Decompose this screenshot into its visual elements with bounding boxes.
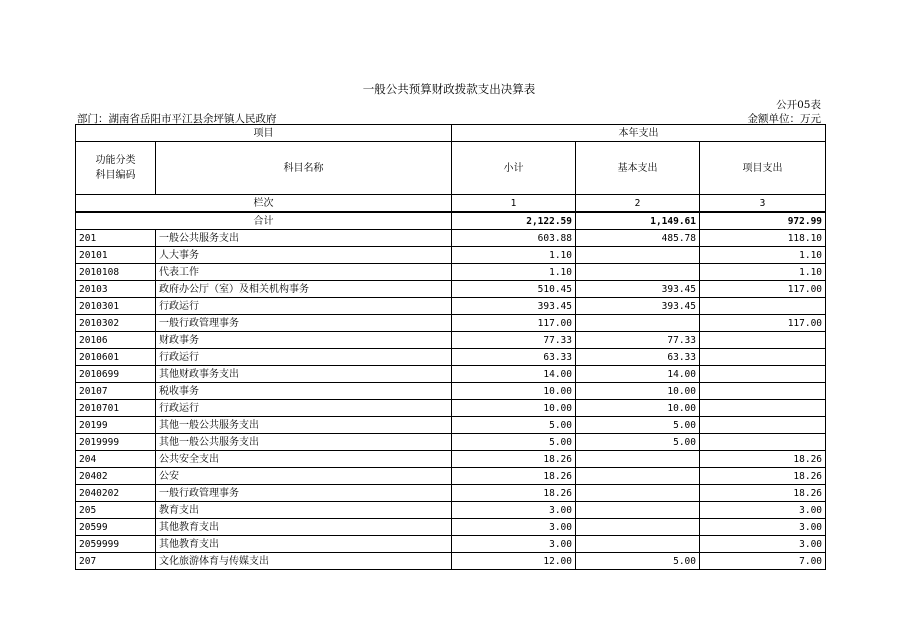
row-subtotal: 393.45: [452, 298, 576, 315]
row-project: [700, 383, 826, 400]
row-subject-name: 公安: [156, 468, 452, 485]
expenditure-table: [75, 124, 826, 570]
row-basic: 5.00: [576, 434, 700, 451]
row-basic: 5.00: [576, 417, 700, 434]
row-basic: 393.45: [576, 298, 700, 315]
row-project: [700, 298, 826, 315]
row-subject-name: 代表工作: [156, 264, 452, 281]
total-basic: 1,149.61: [576, 212, 700, 230]
total-row: [76, 212, 826, 230]
row-subject-name: 其他财政事务支出: [156, 366, 452, 383]
row-basic: 393.45: [576, 281, 700, 298]
row-subject-name: 行政运行: [156, 298, 452, 315]
row-subtotal: 10.00: [452, 400, 576, 417]
table-row: [76, 230, 826, 247]
row-code: 20106: [76, 332, 156, 349]
table-row: [76, 332, 826, 349]
row-basic: [576, 502, 700, 519]
row-subject-name: 其他一般公共服务支出: [156, 434, 452, 451]
row-code: 20599: [76, 519, 156, 536]
header-index-row: [76, 195, 826, 213]
row-subject-name: 一般公共服务支出: [156, 230, 452, 247]
table-row: [76, 383, 826, 400]
row-project: 117.00: [700, 281, 826, 298]
row-subtotal: 5.00: [452, 434, 576, 451]
row-basic: [576, 468, 700, 485]
row-basic: [576, 485, 700, 502]
header-func-code-line1: 功能分类: [95, 155, 136, 166]
row-subtotal: 510.45: [452, 281, 576, 298]
row-subtotal: 12.00: [452, 553, 576, 570]
table-row: [76, 349, 826, 366]
row-subtotal: 3.00: [452, 502, 576, 519]
row-basic: [576, 264, 700, 281]
table-row: [76, 434, 826, 451]
row-basic: [576, 536, 700, 553]
row-subtotal: 77.33: [452, 332, 576, 349]
row-code: 2010301: [76, 298, 156, 315]
row-project: [700, 417, 826, 434]
row-code: 20101: [76, 247, 156, 264]
row-subtotal: 10.00: [452, 383, 576, 400]
total-project: 972.99: [700, 212, 826, 230]
row-project: 18.26: [700, 451, 826, 468]
row-subject-name: 政府办公厅（室）及相关机构事务: [156, 281, 452, 298]
table-row: [76, 468, 826, 485]
table-row: [76, 451, 826, 468]
row-code: 2010699: [76, 366, 156, 383]
row-code: 20103: [76, 281, 156, 298]
row-code: 2010108: [76, 264, 156, 281]
row-project: 18.26: [700, 468, 826, 485]
row-project: 3.00: [700, 519, 826, 536]
row-subject-name: 其他教育支出: [156, 536, 452, 553]
form-number: 公开05表: [776, 99, 821, 111]
row-code: 205: [76, 502, 156, 519]
row-basic: 10.00: [576, 383, 700, 400]
header-basic: 基本支出: [576, 142, 700, 195]
row-subtotal: 3.00: [452, 536, 576, 553]
row-project: 1.10: [700, 264, 826, 281]
table-row: [76, 502, 826, 519]
row-subject-name: 财政事务: [156, 332, 452, 349]
row-project: 118.10: [700, 230, 826, 247]
row-code: 2040202: [76, 485, 156, 502]
row-project: 117.00: [700, 315, 826, 332]
row-subtotal: 18.26: [452, 468, 576, 485]
row-basic: 10.00: [576, 400, 700, 417]
total-label: 合计: [76, 212, 452, 230]
row-project: 1.10: [700, 247, 826, 264]
row-code: 204: [76, 451, 156, 468]
row-code: 2010302: [76, 315, 156, 332]
row-subject-name: 一般行政管理事务: [156, 315, 452, 332]
row-subtotal: 603.88: [452, 230, 576, 247]
header-func-code: [76, 142, 156, 195]
header-index-2: 2: [576, 195, 700, 213]
header-func-code-line2: 科目编码: [95, 170, 136, 181]
row-project: [700, 366, 826, 383]
row-subject-name: 人大事务: [156, 247, 452, 264]
header-subtotal: 小计: [452, 142, 576, 195]
row-subtotal: 18.26: [452, 485, 576, 502]
header-subject-name: 科目名称: [156, 142, 452, 195]
header-group-row: [76, 125, 826, 142]
row-basic: [576, 315, 700, 332]
header-group-right: 本年支出: [452, 125, 826, 142]
row-code: 2010701: [76, 400, 156, 417]
table-row: [76, 264, 826, 281]
row-subtotal: 117.00: [452, 315, 576, 332]
row-basic: 5.00: [576, 553, 700, 570]
table-row: [76, 536, 826, 553]
row-subtotal: 5.00: [452, 417, 576, 434]
table-row: [76, 315, 826, 332]
row-code: 2019999: [76, 434, 156, 451]
row-code: 207: [76, 553, 156, 570]
row-subject-name: 税收事务: [156, 383, 452, 400]
table-row: [76, 400, 826, 417]
row-project: 3.00: [700, 536, 826, 553]
row-project: 7.00: [700, 553, 826, 570]
header-index-1: 1: [452, 195, 576, 213]
row-basic: [576, 451, 700, 468]
row-project: [700, 349, 826, 366]
row-code: 20107: [76, 383, 156, 400]
document-title: 一般公共预算财政拨款支出决算表: [362, 82, 536, 96]
row-code: 20402: [76, 468, 156, 485]
table-row: [76, 417, 826, 434]
row-subject-name: 教育支出: [156, 502, 452, 519]
row-subtotal: 63.33: [452, 349, 576, 366]
row-code: 20199: [76, 417, 156, 434]
row-code: 201: [76, 230, 156, 247]
row-subject-name: 其他一般公共服务支出: [156, 417, 452, 434]
header-columns-row: [76, 142, 826, 195]
row-basic: 14.00: [576, 366, 700, 383]
row-subject-name: 文化旅游体育与传媒支出: [156, 553, 452, 570]
row-project: [700, 434, 826, 451]
table-row: [76, 366, 826, 383]
row-subject-name: 公共安全支出: [156, 451, 452, 468]
unit-label: 金额单位：万元: [747, 113, 821, 125]
row-subtotal: 14.00: [452, 366, 576, 383]
header-index-3: 3: [700, 195, 826, 213]
header-index-label: 栏次: [76, 195, 452, 213]
total-subtotal: 2,122.59: [452, 212, 576, 230]
row-subject-name: 一般行政管理事务: [156, 485, 452, 502]
row-basic: [576, 519, 700, 536]
row-subtotal: 1.10: [452, 264, 576, 281]
row-subject-name: 行政运行: [156, 400, 452, 417]
table-row: [76, 298, 826, 315]
row-subtotal: 3.00: [452, 519, 576, 536]
row-code: 2059999: [76, 536, 156, 553]
row-subject-name: 行政运行: [156, 349, 452, 366]
row-subtotal: 18.26: [452, 451, 576, 468]
row-subtotal: 1.10: [452, 247, 576, 264]
row-basic: [576, 247, 700, 264]
row-project: 18.26: [700, 485, 826, 502]
row-basic: 77.33: [576, 332, 700, 349]
table-row: [76, 247, 826, 264]
row-project: [700, 332, 826, 349]
table-row: [76, 281, 826, 298]
header-project: 项目支出: [700, 142, 826, 195]
row-project: [700, 400, 826, 417]
row-basic: 485.78: [576, 230, 700, 247]
row-subject-name: 其他教育支出: [156, 519, 452, 536]
row-project: 3.00: [700, 502, 826, 519]
table-row: [76, 519, 826, 536]
table-row: [76, 553, 826, 570]
header-group-left: 项目: [76, 125, 452, 142]
row-basic: 63.33: [576, 349, 700, 366]
row-code: 2010601: [76, 349, 156, 366]
table-row: [76, 485, 826, 502]
department-label: 部门：湖南省岳阳市平江县余坪镇人民政府: [77, 113, 277, 125]
